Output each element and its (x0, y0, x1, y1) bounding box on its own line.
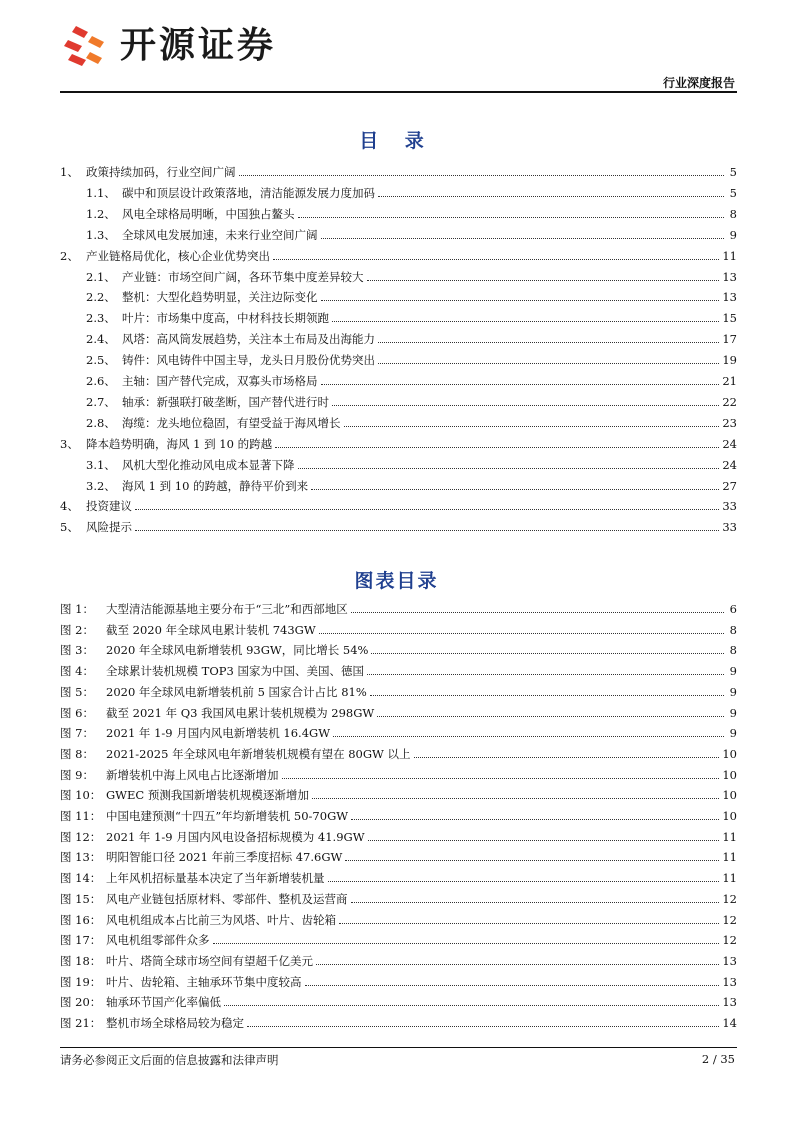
page-number: 2 / 35 (701, 1052, 735, 1066)
toc-section-link[interactable] (60, 515, 737, 535)
figure-title: 轴承环节国产化率偏低 (106, 995, 221, 1010)
figure-list-link[interactable] (60, 990, 737, 1010)
figure-number: 图 10： (60, 788, 102, 803)
toc-entry-page: 11 (722, 248, 737, 263)
figure-number: 图 8： (60, 746, 94, 761)
dot-leader (135, 530, 719, 531)
figure-list-link[interactable] (60, 908, 737, 928)
figure-page: 10 (722, 788, 737, 803)
dot-leader (332, 321, 719, 322)
dot-leader (321, 384, 720, 385)
figure-list-link[interactable] (60, 866, 737, 886)
toc-subsection-link[interactable] (60, 202, 737, 222)
figure-title: 叶片、塔筒全球市场空间有望超千亿美元 (106, 953, 313, 968)
figure-list-link[interactable] (60, 701, 737, 721)
figure-list-link[interactable] (60, 763, 737, 783)
figure-page: 6 (729, 602, 737, 616)
figure-page: 8 (729, 643, 737, 658)
figure-page: 10 (722, 767, 737, 782)
toc-entry-title: 海风 1 到 10 的跨越，静待平价到来 (122, 478, 309, 493)
dot-leader (224, 1005, 719, 1006)
figure-number: 图 19： (60, 974, 102, 989)
figure-list-title: 图表目录 (354, 570, 439, 592)
dot-leader (321, 300, 720, 301)
toc-entry-title: 风电全球格局明晰，中国独占鳌头 (122, 206, 295, 221)
toc-entry-number: 1.2、 (86, 206, 116, 221)
figure-number: 图 1： (60, 602, 94, 616)
dot-leader (332, 405, 719, 406)
toc-entry-page: 33 (722, 520, 737, 535)
figure-page: 12 (722, 891, 737, 906)
toc-entry-title: 降本趋势明确，海风 1 到 10 的跨越 (86, 436, 273, 451)
toc-subsection-link[interactable] (60, 474, 737, 494)
page-header (0, 0, 793, 100)
toc-entry-title: 全球风电发展加速，未来行业空间广阔 (122, 227, 318, 242)
dot-leader (213, 943, 720, 944)
dot-leader (378, 196, 724, 197)
figure-page: 10 (722, 746, 737, 761)
figure-list-link[interactable] (60, 783, 737, 803)
toc-section-link[interactable] (60, 432, 737, 452)
dot-leader (378, 342, 719, 343)
toc-entry-page: 24 (722, 436, 737, 451)
figure-list-link[interactable] (60, 721, 737, 741)
figure-number: 图 2： (60, 622, 94, 637)
figure-list-link[interactable] (60, 825, 737, 845)
figure-page: 13 (722, 953, 737, 968)
dot-leader (298, 468, 720, 469)
toc-section-link[interactable] (60, 244, 737, 264)
dot-leader (367, 280, 720, 281)
toc-entry-page: 23 (722, 415, 737, 430)
figure-page: 11 (722, 829, 737, 844)
toc-section-link[interactable] (60, 160, 737, 180)
figure-title: 明阳智能口径 2021 年前三季度招标 47.6GW (106, 850, 343, 865)
figure-title: 风电产业链包括原材料、零部件、整机及运营商 (106, 891, 348, 906)
dot-leader (239, 175, 725, 176)
toc-entry-title: 风险提示 (86, 520, 132, 535)
toc-entry-number: 3.2、 (86, 478, 116, 493)
figure-title: 新增装机中海上风电占比逐渐增加 (106, 767, 279, 782)
dot-leader (367, 674, 724, 675)
toc-entry-number: 2、 (60, 248, 79, 263)
toc-subsection-link[interactable] (60, 265, 737, 285)
toc-subsection-link[interactable] (60, 285, 737, 305)
toc-entry-page: 22 (722, 394, 737, 409)
toc-entry-page: 5 (729, 185, 737, 200)
toc-entry-title: 风机大型化推动风电成本显著下降 (122, 457, 295, 472)
figure-page: 8 (729, 622, 737, 637)
toc-entry-title: 铸件：风电铸件中国主导，龙头日月股份优势突出 (122, 353, 375, 368)
figure-number: 图 20： (60, 995, 102, 1010)
toc-entry-page: 24 (722, 457, 737, 472)
figure-page: 12 (722, 933, 737, 948)
toc-subsection-link[interactable] (60, 411, 737, 431)
figure-number: 图 14： (60, 871, 102, 886)
figure-list-link[interactable] (60, 597, 737, 617)
toc-entry-title: 政策持续加码，行业空间广阔 (86, 165, 236, 179)
figure-list-link[interactable] (60, 618, 737, 638)
figure-list-link[interactable] (60, 742, 737, 762)
toc-entry-number: 2.7、 (86, 394, 116, 409)
figure-list-link[interactable] (60, 804, 737, 824)
dot-leader (316, 964, 719, 965)
figure-number: 图 6： (60, 705, 94, 720)
report-type-label: 行业深度报告 (662, 76, 735, 90)
toc-subsection-link[interactable] (60, 453, 737, 473)
toc-title: 目 录 (359, 130, 434, 152)
logo-mark-icon (62, 22, 110, 70)
figure-number: 图 21： (60, 1016, 102, 1030)
figure-list-link[interactable] (60, 638, 737, 658)
toc-subsection-link[interactable] (60, 181, 737, 201)
figure-number: 图 18： (60, 953, 102, 968)
dot-leader (135, 509, 719, 510)
dot-leader (377, 716, 724, 717)
dot-leader (371, 653, 724, 654)
dot-leader (311, 489, 719, 490)
toc-entry-title: 叶片：市场集中度高，中材科技长期领跑 (122, 311, 329, 326)
figure-page: 13 (722, 974, 737, 989)
figure-number: 图 15： (60, 891, 102, 906)
figure-title: 上年风机招标量基本决定了当年新增装机量 (106, 871, 325, 886)
toc-entry-title: 产业链：市场空间广阔，各环节集中度差异较大 (122, 269, 364, 284)
toc-entry-title: 风塔：高风筒发展趋势，关注本土布局及出海能力 (122, 332, 375, 347)
dot-leader (312, 798, 720, 799)
toc-entry-number: 1、 (60, 165, 79, 179)
toc-subsection-link[interactable] (60, 348, 737, 368)
toc-entry-number: 4、 (60, 499, 79, 514)
dot-leader (298, 217, 725, 218)
dot-leader (247, 1026, 719, 1027)
figure-list-link[interactable] (60, 928, 737, 948)
dot-leader (328, 881, 720, 882)
toc-subsection-link[interactable] (60, 223, 737, 243)
toc-entry-page: 27 (722, 478, 737, 493)
dot-leader (351, 902, 720, 903)
toc-entry-number: 2.8、 (86, 415, 116, 430)
dot-leader (370, 695, 724, 696)
dot-leader (319, 633, 724, 634)
figure-title: 2021 年 1-9 月国内风电新增装机 16.4GW (106, 726, 331, 741)
toc-entry-title: 产业链格局优化，核心企业优势突出 (86, 248, 270, 263)
toc-entry-number: 2.5、 (86, 353, 116, 368)
dot-leader (345, 860, 719, 861)
figure-title: 2021-2025 年全球风电年新增装机规模有望在 80GW 以上 (106, 746, 411, 761)
dot-leader (321, 238, 725, 239)
figure-title: 中国电建预测“十四五”年均新增装机 50-70GW (106, 809, 349, 823)
dot-leader (339, 923, 719, 924)
toc-entry-number: 2.6、 (86, 374, 116, 388)
figure-page: 9 (729, 705, 737, 720)
toc-subsection-link[interactable] (60, 306, 737, 326)
figure-number: 图 13： (60, 850, 102, 865)
toc-entry-number: 3.1、 (86, 457, 116, 472)
dot-leader (414, 757, 720, 758)
toc-subsection-link[interactable] (60, 390, 737, 410)
toc-entry-page: 5 (729, 165, 737, 179)
toc-entry-title: 整机：大型化趋势明显，关注边际变化 (122, 290, 318, 305)
toc-entry-number: 1.1、 (86, 185, 116, 200)
toc-entry-page: 8 (729, 206, 737, 221)
toc-subsection-link[interactable] (60, 327, 737, 347)
figure-title: 整机市场全球格局较为稳定 (106, 1016, 244, 1030)
company-logo (62, 22, 322, 72)
toc-section-link[interactable] (60, 494, 737, 514)
toc-entry-title: 主轴：国产替代完成，双寡头市场格局 (122, 374, 318, 388)
dot-leader (275, 447, 719, 448)
figure-title: 截至 2021 年 Q3 我国风电累计装机规模为 298GW (106, 705, 375, 720)
logo-text: 开源证券 (120, 25, 277, 66)
toc-entry-number: 2.2、 (86, 290, 116, 305)
toc-entry-page: 19 (722, 353, 737, 368)
figure-title: 截至 2020 年全球风电累计装机 743GW (106, 622, 316, 637)
figure-title: 2020 年全球风电新增装机 93GW，同比增长 54% (106, 643, 369, 658)
dot-leader (305, 985, 720, 986)
figure-page: 11 (722, 871, 737, 886)
figure-page: 9 (729, 664, 737, 679)
toc-entry-title: 海缆：龙头地位稳固，有望受益于海风增长 (122, 415, 341, 430)
toc-entry-number: 3、 (60, 436, 79, 451)
figure-title: 全球累计装机规模 TOP3 国家为中国、美国、德国 (106, 664, 364, 679)
figure-title: 大型清洁能源基地主要分布于“三北”和西部地区 (106, 602, 348, 616)
footer-divider (60, 1047, 737, 1048)
figure-number: 图 16： (60, 912, 102, 927)
figure-title: 2020 年全球风电新增装机前 5 国家合计占比 81% (106, 684, 367, 699)
dot-leader (344, 426, 720, 427)
toc-entry-title: 碳中和顶层设计政策落地，清洁能源发展力度加码 (122, 185, 375, 200)
figure-number: 图 12： (60, 829, 102, 844)
toc-entry-number: 2.1、 (86, 269, 116, 284)
toc-entry-number: 2.4、 (86, 332, 116, 347)
toc-entry-page: 9 (729, 227, 737, 242)
dot-leader (351, 612, 724, 613)
figure-page: 9 (729, 726, 737, 741)
dot-leader (282, 778, 720, 779)
toc-subsection-link[interactable] (60, 369, 737, 389)
figure-number: 图 5： (60, 684, 94, 699)
figure-list-link[interactable] (60, 887, 737, 907)
dot-leader (351, 819, 719, 820)
dot-leader (333, 736, 724, 737)
toc-entry-page: 15 (722, 311, 737, 326)
figure-list-link[interactable] (60, 659, 737, 679)
figure-page: 12 (722, 912, 737, 927)
dot-leader (273, 259, 719, 260)
toc-entry-page: 17 (722, 332, 737, 347)
figure-list-link[interactable] (60, 970, 737, 990)
toc-entry-number: 5、 (60, 520, 79, 535)
figure-page: 14 (722, 1016, 737, 1030)
footer-disclaimer: 请务必参阅正文后面的信息披露和法律声明 (60, 1053, 279, 1067)
figure-title: 叶片、齿轮箱、主轴承环节集中度较高 (106, 974, 302, 989)
header-divider (60, 91, 737, 93)
toc-entry-number: 2.3、 (86, 311, 116, 326)
figure-number: 图 4： (60, 664, 94, 679)
figure-page: 11 (722, 850, 737, 865)
figure-number: 图 3： (60, 643, 94, 658)
figure-list-link[interactable] (60, 845, 737, 865)
figure-list-link[interactable] (60, 680, 737, 700)
toc-entry-page: 33 (722, 499, 737, 514)
dot-leader (368, 840, 720, 841)
toc-entry-title: 轴承：新强联打破垄断，国产替代进行时 (122, 394, 329, 409)
figure-page: 10 (722, 809, 737, 823)
figure-list-link[interactable] (60, 1011, 737, 1031)
figure-page: 9 (729, 684, 737, 699)
figure-number: 图 17： (60, 933, 102, 948)
toc-entry-title: 投资建议 (86, 499, 132, 514)
figure-number: 图 7： (60, 726, 94, 741)
figure-title: GWEC 预测我国新增装机规模逐渐增加 (106, 788, 309, 803)
toc-entry-number: 1.3、 (86, 227, 116, 242)
dot-leader (378, 363, 719, 364)
figure-number: 图 11： (60, 809, 102, 823)
figure-page: 13 (722, 995, 737, 1010)
toc-entry-page: 13 (722, 269, 737, 284)
toc-entry-page: 13 (722, 290, 737, 305)
figure-title: 2021 年 1-9 月国内风电设备招标规模为 41.9GW (106, 829, 365, 844)
toc-entry-page: 21 (722, 374, 737, 388)
figure-number: 图 9： (60, 767, 94, 782)
figure-title: 风电机组零部件众多 (106, 933, 210, 948)
figure-title: 风电机组成本占比前三为风塔、叶片、齿轮箱 (106, 912, 336, 927)
figure-list-link[interactable] (60, 949, 737, 969)
